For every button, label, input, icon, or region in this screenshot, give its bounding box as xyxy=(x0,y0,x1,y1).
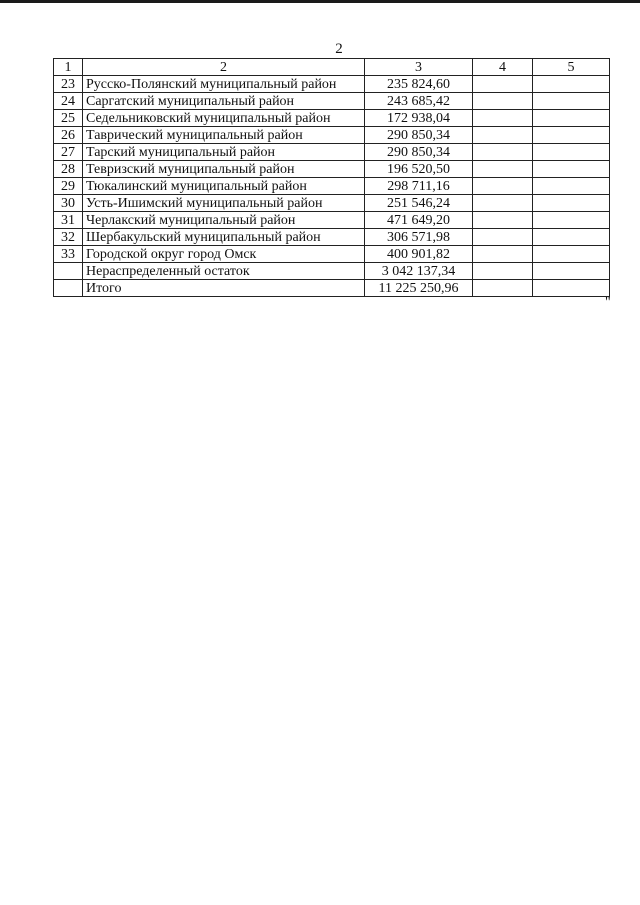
row-number xyxy=(54,280,83,297)
col-4-cell xyxy=(473,144,533,161)
page-number: 2 xyxy=(335,41,343,57)
col-5-cell xyxy=(533,76,610,93)
col-5-cell xyxy=(533,195,610,212)
amount-value: 298 711,16 xyxy=(365,178,473,195)
row-number: 30 xyxy=(54,195,83,212)
table-row xyxy=(54,195,610,212)
municipality-name: Нераспределенный остаток xyxy=(83,263,365,280)
col-5-cell xyxy=(533,144,610,161)
table-row xyxy=(54,161,610,178)
municipality-name: Саргатский муниципальный район xyxy=(83,93,365,110)
amount-value: 290 850,34 xyxy=(365,144,473,161)
col-5-cell xyxy=(533,127,610,144)
amount-value: 11 225 250,96 xyxy=(365,280,473,297)
table-body xyxy=(54,59,610,297)
row-number: 29 xyxy=(54,178,83,195)
table-row xyxy=(54,76,610,93)
row-number: 24 xyxy=(54,93,83,110)
municipality-name: Черлакский муниципальный район xyxy=(83,212,365,229)
municipality-name: Тевризский муниципальный район xyxy=(83,161,365,178)
municipality-name: Городской округ город Омск xyxy=(83,246,365,263)
col-5-cell xyxy=(533,93,610,110)
amount-value: 400 901,82 xyxy=(365,246,473,263)
row-number: 23 xyxy=(54,76,83,93)
row-number: 28 xyxy=(54,161,83,178)
municipality-name: Таврический муниципальный район xyxy=(83,127,365,144)
amount-value: 172 938,04 xyxy=(365,110,473,127)
col-4-cell xyxy=(473,263,533,280)
col-5-cell xyxy=(533,263,610,280)
col-5-cell xyxy=(533,110,610,127)
municipality-name: Седельниковский муниципальный район xyxy=(83,110,365,127)
col-4-cell xyxy=(473,178,533,195)
row-number: 26 xyxy=(54,127,83,144)
col-5-cell xyxy=(533,178,610,195)
municipality-name: Тарский муниципальный район xyxy=(83,144,365,161)
row-number xyxy=(54,263,83,280)
header-col-4: 4 xyxy=(473,59,533,76)
row-number: 32 xyxy=(54,229,83,246)
table-row xyxy=(54,127,610,144)
amount-value: 306 571,98 xyxy=(365,229,473,246)
col-4-cell xyxy=(473,229,533,246)
header-col-2: 2 xyxy=(83,59,365,76)
col-4-cell xyxy=(473,280,533,297)
amount-value: 471 649,20 xyxy=(365,212,473,229)
scan-edge xyxy=(0,0,640,3)
col-4-cell xyxy=(473,246,533,263)
table-row xyxy=(54,229,610,246)
amount-value: 196 520,50 xyxy=(365,161,473,178)
header-col-3: 3 xyxy=(365,59,473,76)
col-4-cell xyxy=(473,195,533,212)
row-number: 33 xyxy=(54,246,83,263)
table-row xyxy=(54,110,610,127)
col-4-cell xyxy=(473,110,533,127)
amount-value: 3 042 137,34 xyxy=(365,263,473,280)
row-number: 31 xyxy=(54,212,83,229)
municipality-name: Усть-Ишимский муниципальный район xyxy=(83,195,365,212)
amount-value: 243 685,42 xyxy=(365,93,473,110)
col-5-cell xyxy=(533,161,610,178)
table-row xyxy=(54,280,610,297)
table-row xyxy=(54,144,610,161)
col-5-cell xyxy=(533,212,610,229)
col-5-cell xyxy=(533,246,610,263)
table-row xyxy=(54,212,610,229)
col-4-cell xyxy=(473,161,533,178)
amount-value: 235 824,60 xyxy=(365,76,473,93)
closing-quote: " xyxy=(605,295,611,310)
municipality-name: Русско-Полянский муниципальный район xyxy=(83,76,365,93)
table-row xyxy=(54,246,610,263)
municipality-name: Итого xyxy=(83,280,365,297)
col-4-cell xyxy=(473,127,533,144)
col-4-cell xyxy=(473,212,533,229)
municipality-name: Шербакульский муниципальный район xyxy=(83,229,365,246)
col-5-cell xyxy=(533,229,610,246)
header-col-1: 1 xyxy=(54,59,83,76)
amount-value: 251 546,24 xyxy=(365,195,473,212)
col-5-cell xyxy=(533,280,610,297)
municipality-name: Тюкалинский муниципальный район xyxy=(83,178,365,195)
amount-value: 290 850,34 xyxy=(365,127,473,144)
col-4-cell xyxy=(473,76,533,93)
col-4-cell xyxy=(473,93,533,110)
distribution-table xyxy=(53,58,610,297)
table-row xyxy=(54,178,610,195)
table-header-row xyxy=(54,59,610,76)
header-col-5: 5 xyxy=(533,59,610,76)
table-row xyxy=(54,263,610,280)
row-number: 25 xyxy=(54,110,83,127)
row-number: 27 xyxy=(54,144,83,161)
table-row xyxy=(54,93,610,110)
